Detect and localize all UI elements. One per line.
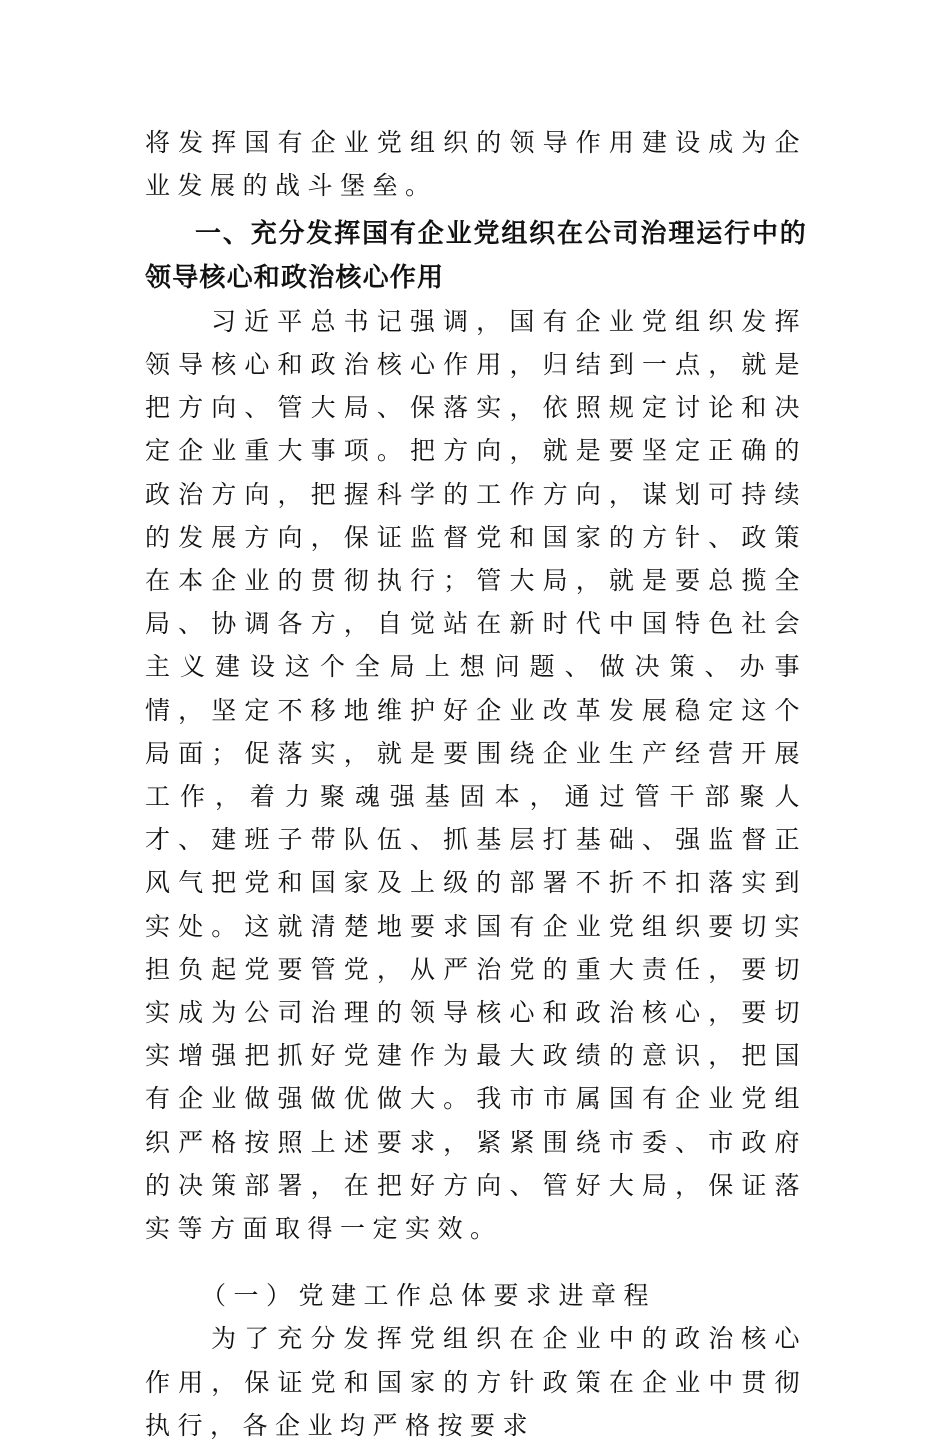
body-paragraph: 习近平总书记强调，国有企业党组织发挥领导核心和政治核心作用，归结到一点，就是把方向、管大局、保落实，依照规定讨论和决定企业重大事项。把方向，就是要坚定正确的政治方向，把握科学的工作方向，谋划可持续的发展方向，保证监督党和国家的方针、政策在本企业的贯彻执行；管大局，就是要总揽全局、协调各方，自觉站在新时代中国特色社会主义建设这个全局上想问题、做决策、办事情，坚定不移地维护好企业改革发展稳定这个局面；促落实，就是要围绕企业生产经营开展工作，着力聚魂强基固本，通过管干部聚人才、建班子带队伍、抓基层打基础、强监督正风气把党和国家及上级的部署不折不扣落实到实处。这就清楚地要求国有企业党组织要切实担负起党要管党，从严治党的重大责任，要切实成为公司治理的领导核心和政治核心，要切实增强把抓好党建作为最大政绩的意识，把国有企业做强做优做大。我市市属国有企业党组织严格按照上述要求，紧紧围绕市委、市政府的决策部署，在把好方向、管好大局，保证落实等方面取得一定实效。 (145, 306, 807, 1244)
body-paragraph: 为了充分发挥党组织在企业中的政治核心作用，保证党和国家的方针政策在企业中贯彻执行，各企业均严格按要求 (145, 1324, 807, 1440)
subsection-heading: （一）党建工作总体要求进章程 (201, 1281, 657, 1311)
document-page (145, 121, 807, 1447)
paragraph-continuation: 将发挥国有企业党组织的领导作用建设成为企业发展的战斗堡垒。 (145, 128, 807, 201)
section-heading: 一、充分发挥国有企业党组织在公司治理运行中的领导核心和政治核心作用 (145, 219, 807, 293)
